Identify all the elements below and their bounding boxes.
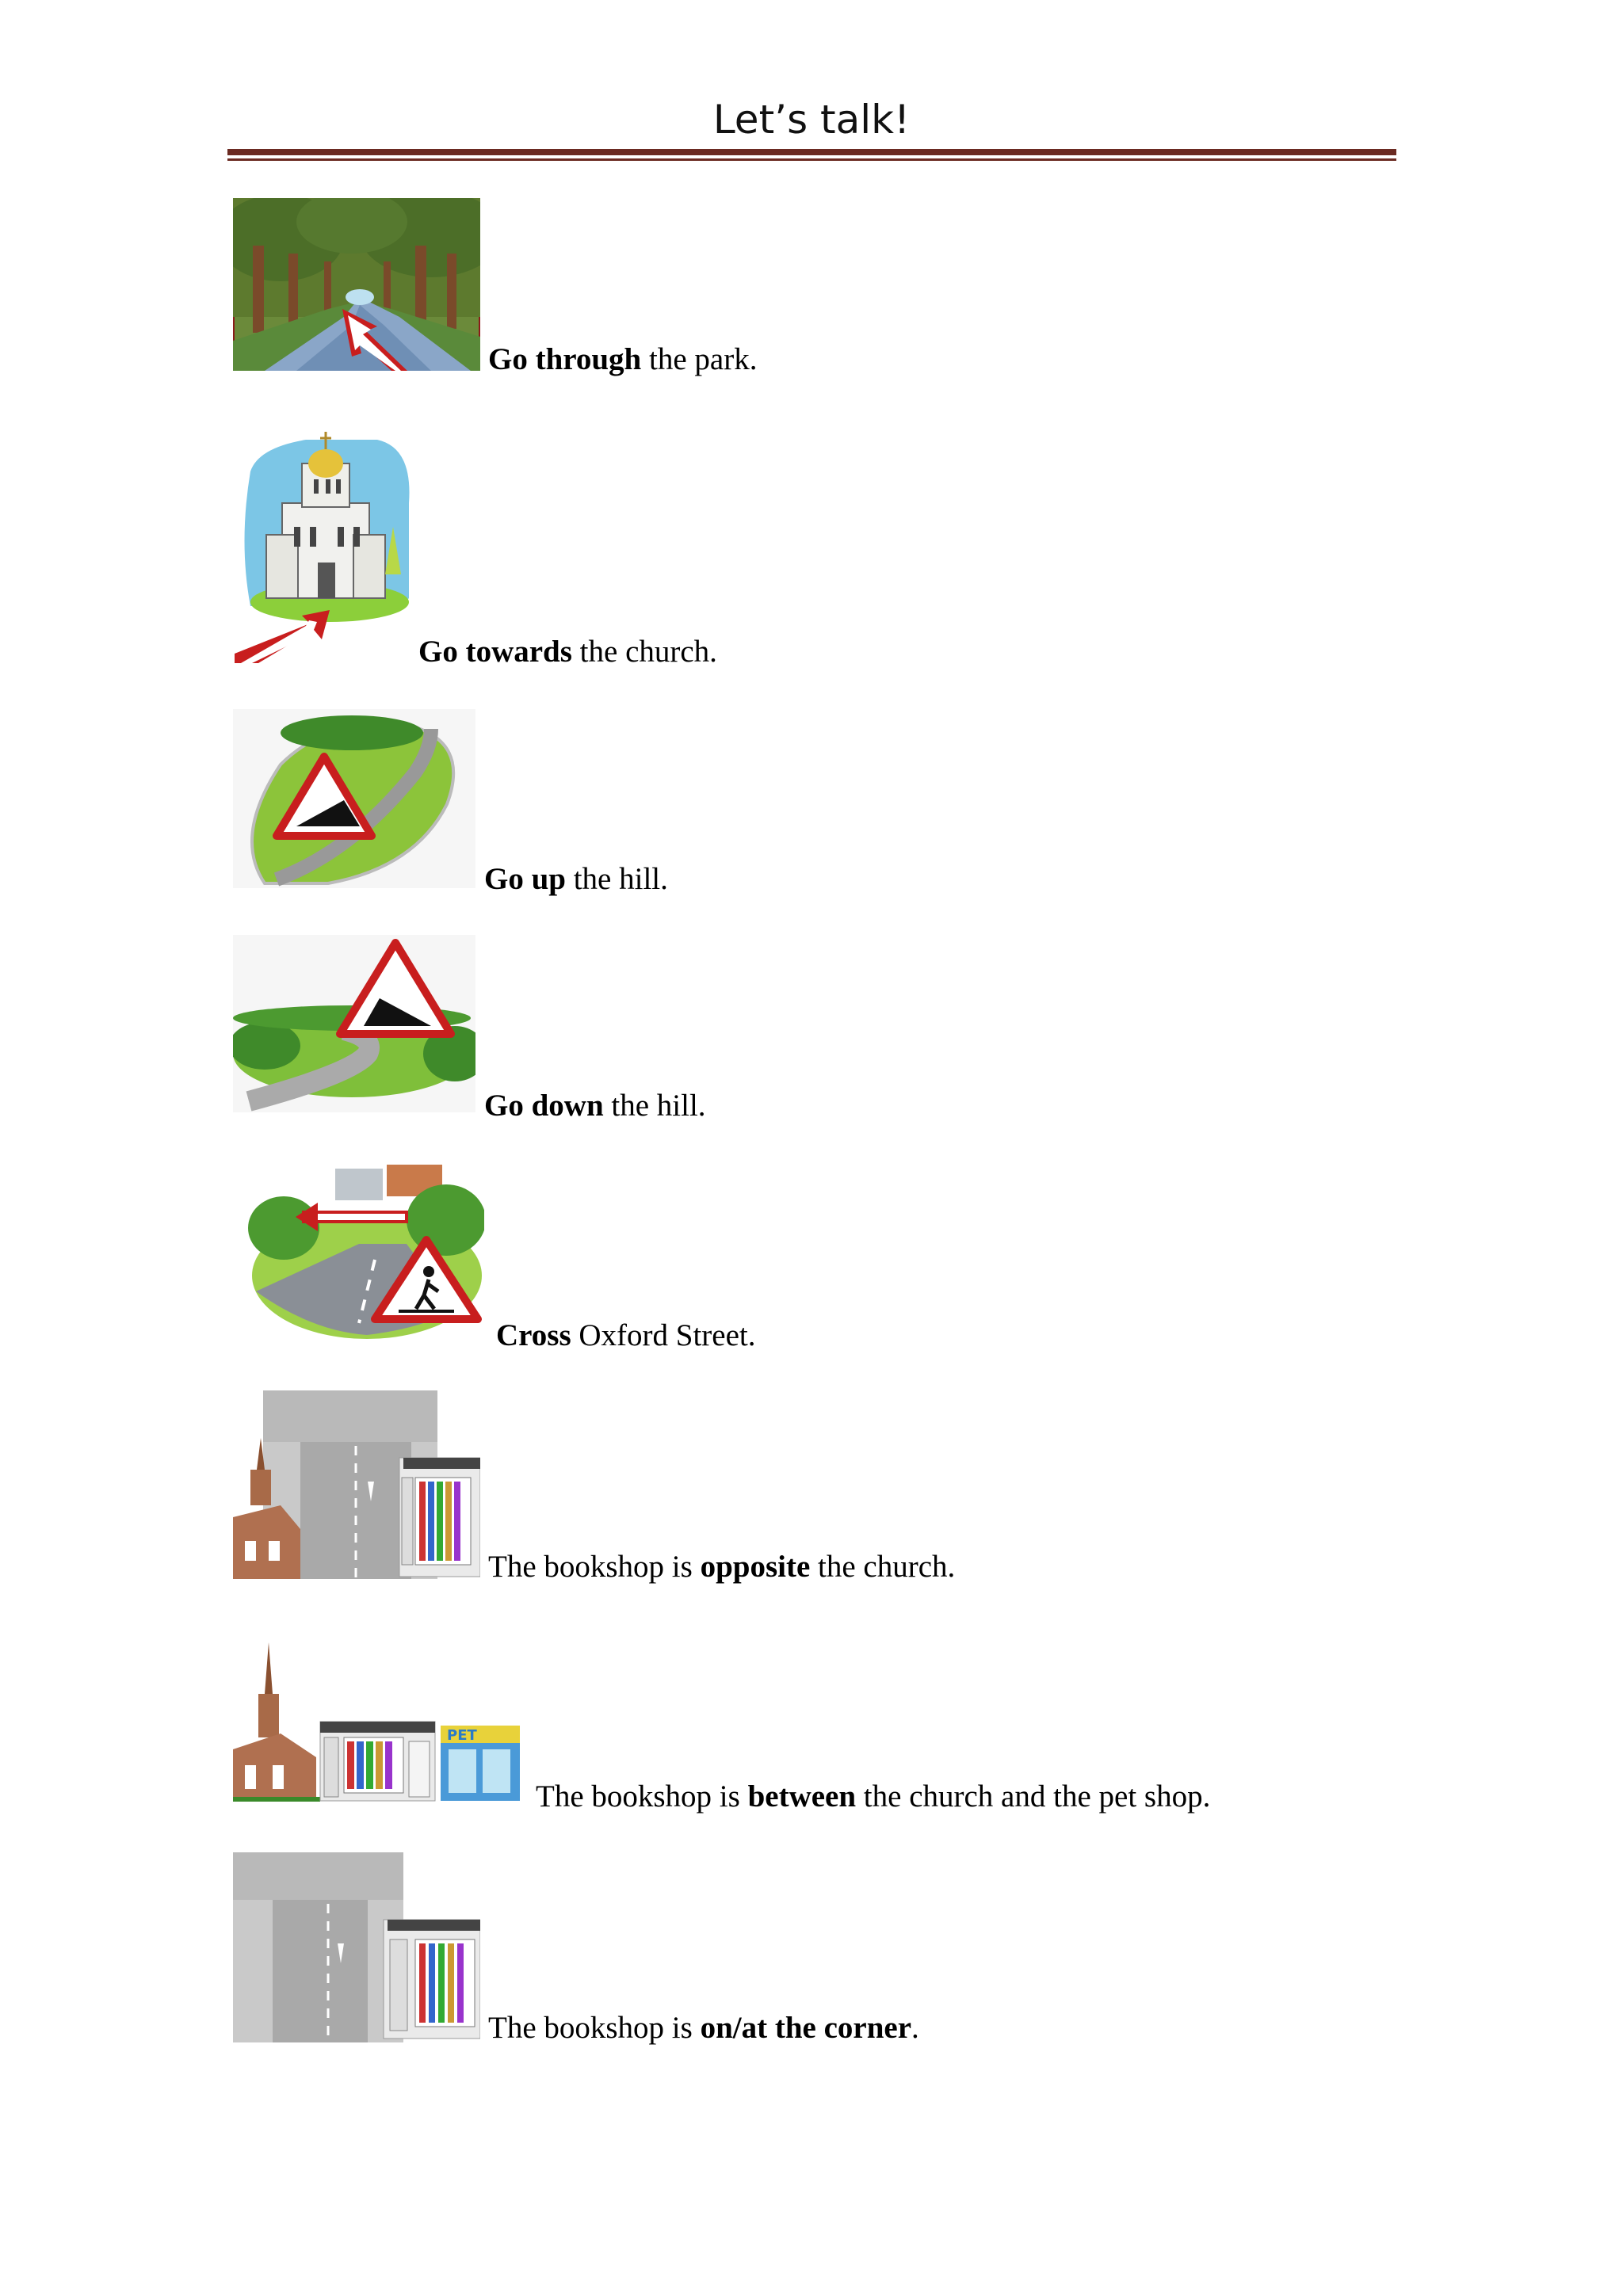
direction-caption bbox=[488, 2012, 919, 2043]
bookshop-opposite-church-map bbox=[233, 1390, 480, 1579]
caption-keyword: opposite bbox=[700, 1550, 811, 1584]
caption-text: The bookshop is bbox=[488, 1550, 701, 1584]
caption-keyword: on/at the corner bbox=[700, 2011, 912, 2045]
caption-keyword: Go up bbox=[484, 862, 566, 896]
caption-keyword: between bbox=[747, 1779, 857, 1814]
direction-caption bbox=[418, 636, 717, 667]
caption-text: the church. bbox=[571, 635, 717, 669]
caption-text: The bookshop is bbox=[536, 1779, 748, 1814]
caption-text: the park. bbox=[641, 342, 758, 376]
title-divider-thin bbox=[227, 158, 1396, 161]
caption-text: the church and the pet shop. bbox=[856, 1779, 1211, 1814]
page-title: Let’s talk! bbox=[712, 97, 911, 143]
direction-caption bbox=[484, 864, 668, 894]
caption-keyword: Go through bbox=[488, 342, 642, 376]
direction-caption bbox=[536, 1781, 1210, 1812]
direction-caption bbox=[488, 1551, 955, 1582]
pedestrian-crossing-illustration bbox=[248, 1165, 484, 1345]
church-bookshop-petshop-row bbox=[233, 1638, 520, 1803]
caption-text: The bookshop is bbox=[488, 2011, 701, 2045]
caption-text: the church. bbox=[810, 1550, 956, 1584]
title-divider bbox=[227, 149, 1396, 155]
caption-text: . bbox=[911, 2011, 919, 2045]
caption-keyword: Go towards bbox=[418, 635, 572, 669]
downhill-sign-illustration bbox=[233, 935, 475, 1112]
church-arrow-illustration bbox=[235, 416, 413, 663]
direction-caption bbox=[488, 344, 757, 375]
direction-caption bbox=[496, 1320, 755, 1351]
uphill-sign-illustration bbox=[233, 709, 475, 888]
direction-caption bbox=[484, 1090, 706, 1121]
caption-text: Oxford Street. bbox=[571, 1318, 756, 1352]
caption-text: the hill. bbox=[565, 862, 668, 896]
caption-keyword: Cross bbox=[496, 1318, 571, 1352]
caption-keyword: Go down bbox=[484, 1089, 604, 1123]
caption-text: the hill. bbox=[603, 1089, 706, 1123]
park-path-arrow-illustration bbox=[233, 198, 480, 371]
svg-text:PET: PET bbox=[447, 1727, 477, 1744]
bookshop-corner-map bbox=[233, 1852, 480, 2042]
